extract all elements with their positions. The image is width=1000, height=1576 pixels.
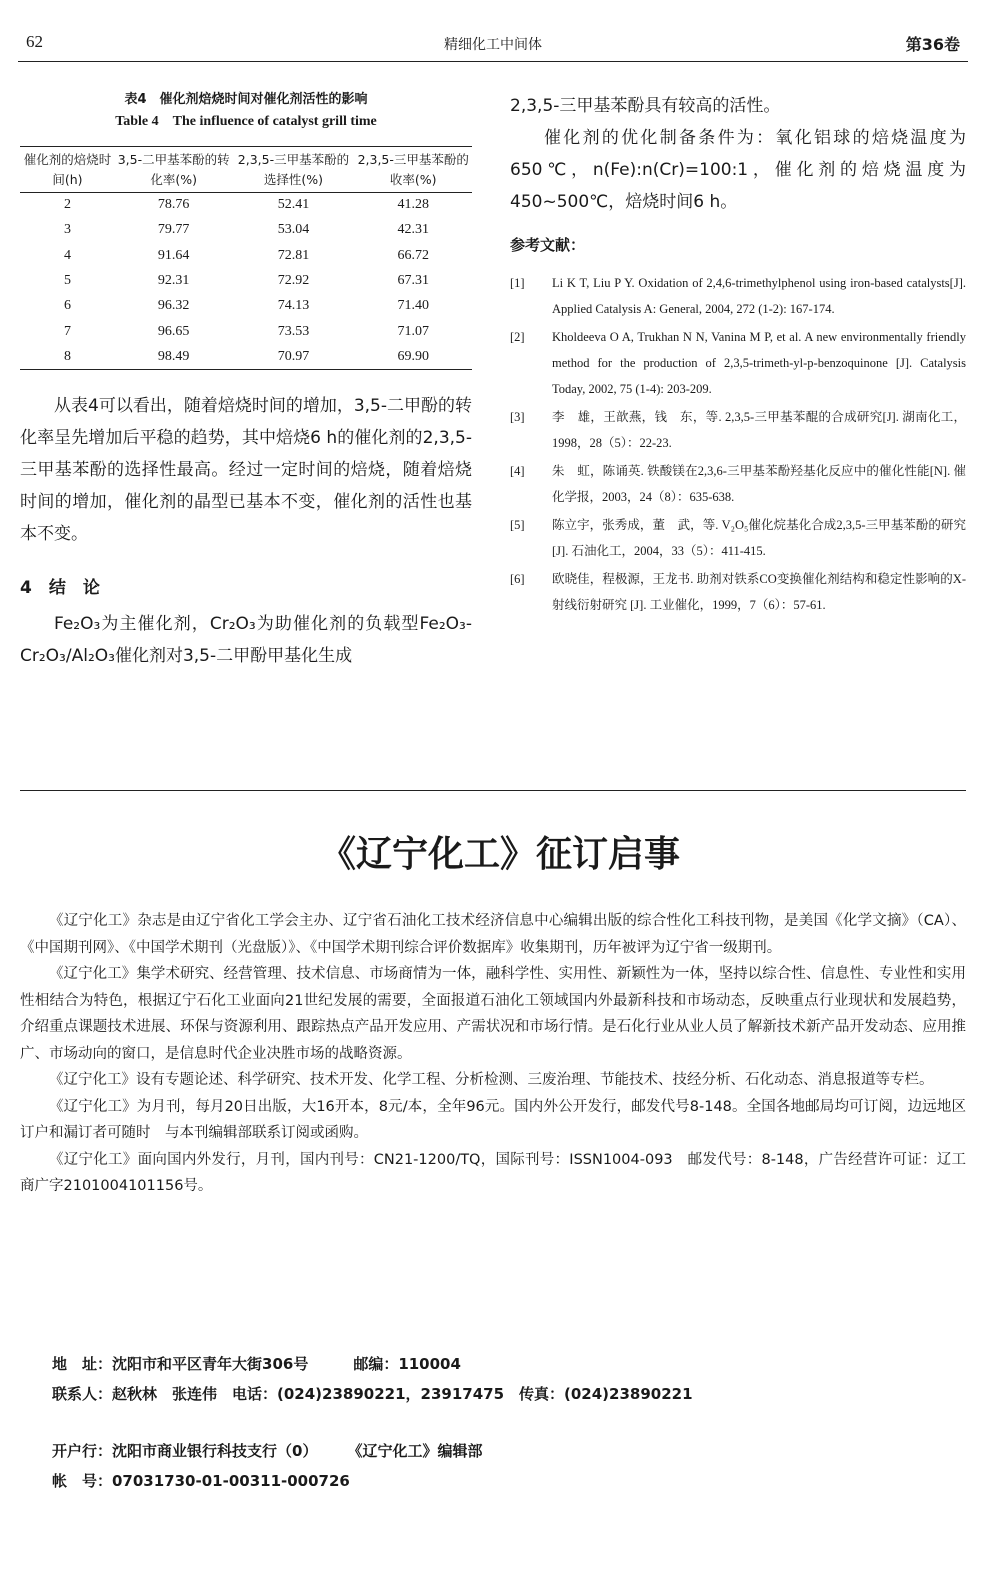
volume-label: 第36卷: [905, 35, 960, 54]
right-column: [510, 90, 966, 620]
notice-body: [20, 908, 966, 1200]
table-cell: 67.31: [397, 273, 429, 289]
reference-item: [510, 324, 966, 402]
table-cell: 5: [63, 273, 71, 289]
column-header: 催化剂的焙烧时间(h): [20, 147, 115, 193]
reference-item: [510, 404, 966, 456]
table-caption-cn: 表4 催化剂焙烧时间对催化剂活性的影响: [124, 92, 368, 107]
table-cell: 98.49: [115, 344, 233, 369]
table-cell: 4: [63, 247, 71, 263]
table-cell: 66.72: [397, 247, 429, 263]
notice-paragraph: 《辽宁化工》杂志是由辽宁省化工学会主办、辽宁省石油化工技术经济信息中心编辑出版的综合性化工科技刊物，是美国《化学文摘》（CA）、《中国期刊网》、《中国学术期刊（光盘版）》、《中国学术期刊综合评价数据库》收集期刊，历年被评为辽宁省一级期刊。: [20, 913, 966, 956]
notice-paragraph: 《辽宁化工》集学术研究、经营管理、技术信息、市场商情为一体，融科学性、实用性、新颖性为一体，坚持以综合性、信息性、专业性和实用性相结合为特色，根据辽宁石化工业面向21世纪发展的需要，全面报道石油化工领域国内外最新科技和市场动态，反映重点行业现状和发展趋势，介绍重点课题技术进展、环保与资源利用、跟踪热点产品开发应用、产需状况和市场行情。是石化行业从业人员了解新技术新产品开发动态、应用推广、市场动向的窗口，是信息时代企业决胜市场的战略资源。: [20, 966, 966, 1062]
data-table: [20, 146, 472, 370]
table-row: [20, 294, 472, 319]
reference-list: [510, 270, 966, 618]
section-divider: [20, 790, 966, 791]
table-cell: 72.92: [277, 273, 310, 289]
table-cell: 92.31: [157, 273, 190, 289]
reference-number: [4]: [510, 464, 525, 478]
body-paragraph: Fe₂O₃为主催化剂，Cr₂O₃为助催化剂的负载型Fe₂O₃-Cr₂O₃/Al₂O₃催化剂对3,5-二甲酚甲基化生成: [20, 614, 472, 667]
table-cell: 78.76: [157, 197, 190, 213]
reference-number: [5]: [510, 518, 525, 532]
table-cell: 8: [20, 344, 115, 369]
table-cell: 69.90: [354, 344, 472, 369]
table-row: [20, 319, 472, 344]
column-header: 2,3,5-三甲基苯酚的选择性(%): [232, 147, 354, 193]
body-paragraph: 2,3,5-三甲基苯酚具有较高的活性。: [510, 96, 781, 116]
reference-item: [510, 566, 966, 618]
reference-number: [3]: [510, 410, 525, 424]
journal-name: 精细化工中间体: [444, 37, 542, 53]
table-cell: 42.31: [397, 222, 429, 238]
reference-text: 欧晓佳，程极源，王龙书. 助剂对铁系CO变换催化剂结构和稳定性影响的X-射线衍射研究 [J]. 工业催化，1999，7（6）：57-61.: [552, 572, 966, 612]
page-header: [18, 28, 968, 62]
notice-paragraph: 《辽宁化工》为月刊，每月20日出版，大16开本，8元/本，全年96元。国内外公开发行，邮发代号8-148。全国各地邮局均可订阅，边远地区订户和漏订者可随时 与本刊编辑部联系订阅或函购。: [20, 1098, 966, 1141]
reference-number: [6]: [510, 572, 525, 586]
reference-text: 李 雄，王歆燕，钱 东，等. 2,3,5-三甲基苯醌的合成研究[J]. 湖南化工，1998，28（5）：22-23.: [552, 410, 966, 450]
notice-paragraph: 《辽宁化工》面向国内外发行，月刊，国内刊号：CN21-1200/TQ，国际刊号：ISSN1004-093 邮发代号：8-148，广告经营许可证：辽工商广字2101004101156号。: [20, 1151, 966, 1194]
table-cell: 96.65: [157, 323, 190, 339]
contact-address: 地 址：沈阳市和平区青年大街306号 邮编：110004: [52, 1355, 461, 1373]
table-cell: 71.07: [397, 323, 429, 339]
section-heading: 4 结 论: [20, 578, 100, 599]
table-row: [20, 268, 472, 293]
references-heading: 参考文献：: [510, 236, 586, 254]
table-body: [20, 193, 472, 370]
reference-number: [1]: [510, 276, 525, 290]
table-cell: 41.28: [397, 197, 429, 213]
body-paragraph: 从表4可以看出，随着焙烧时间的增加，3,5-二甲酚的转化率呈先增加后平稳的趋势，其中焙烧6 h的催化剂的2,3,5-三甲基苯酚的选择性最高。经过一定时间的焙烧，随着焙烧时间的增加，催化剂的晶型已基本不变，催化剂的活性也基本不变。: [20, 396, 472, 545]
reference-item: [510, 512, 966, 564]
reference-number: [2]: [510, 330, 525, 344]
table-cell: 91.64: [157, 247, 190, 263]
reference-text: Kholdeeva O A, Trukhan N N, Vanina M P, et al. A new environmentally friendly method for the production of 2,3,5-trimeth-yl-p-benzoquinone [J]. Catalysis Today, 2002, 75 (1-4): 203-209.: [552, 330, 966, 396]
contact-account: 帐 号：07031730-01-00311-000726: [52, 1472, 350, 1490]
table-cell: 71.40: [397, 298, 429, 314]
table-cell: 72.81: [277, 247, 310, 263]
reference-item: [510, 270, 966, 322]
table-cell: 7: [63, 323, 71, 339]
table-cell: 79.77: [157, 222, 190, 238]
reference-text: 陈立宇，张秀成，董 武，等. V₂O₅催化烷基化合成2,3,5-三甲基苯酚的研究[J]. 石油化工，2004，33（5）：411-415.: [552, 518, 966, 558]
reference-text: 朱 虹，陈诵英. 铁酸镁在2,3,6-三甲基苯酚羟基化反应中的催化性能[N]. 催化学报，2003，24（8）：635-638.: [552, 464, 966, 504]
table-cell: 6: [63, 298, 71, 314]
contact-people: 联系人：赵秋林 张连伟 电话：(024)23890221，23917475 传真：(024)23890221: [52, 1385, 693, 1403]
notice-paragraph: 《辽宁化工》设有专题论述、科学研究、技术开发、化学工程、分析检测、三废治理、节能技术、技经分析、石化动态、消息报道等专栏。: [49, 1072, 934, 1088]
table-cell: 74.13: [277, 298, 310, 314]
table-caption-en: Table 4 The influence of catalyst grill time: [115, 114, 377, 129]
table-cell: 53.04: [277, 222, 310, 238]
table-row: [20, 243, 472, 268]
table-header-row: [20, 147, 472, 193]
notice-title: 《辽宁化工》征订启事: [319, 834, 680, 875]
table-row: [20, 193, 472, 218]
table-row: [20, 344, 472, 369]
table-cell: 3: [63, 222, 71, 238]
column-header: 2,3,5-三甲基苯酚的收率(%): [354, 147, 472, 193]
reference-text: Li K T, Liu P Y. Oxidation of 2,4,6-trimethylphenol using iron-based catalysts[J]. Applied Catalysis A: General, 2004, 272 (1-2): 167-174.: [552, 276, 966, 316]
table-cell: 96.32: [157, 298, 190, 314]
contact-bank: 开户行：沈阳市商业银行科技支行（0） 《辽宁化工》编辑部: [52, 1442, 483, 1460]
table-row: [20, 218, 472, 243]
left-column: [20, 90, 472, 672]
column-header: 3,5-二甲基苯酚的转化率(%): [115, 147, 233, 193]
table-cell: 52.41: [277, 197, 310, 213]
page-number: 62: [26, 32, 43, 51]
table-cell: 2: [63, 197, 71, 213]
reference-item: [510, 458, 966, 510]
table-cell: 73.53: [277, 323, 310, 339]
body-paragraph: 催化剂的优化制备条件为：氧化铝球的焙烧温度为650℃，n(Fe):n(Cr)=100:1，催化剂的焙烧温度为450~500℃，焙烧时间6 h。: [510, 128, 966, 212]
table-cell: 70.97: [232, 344, 354, 369]
